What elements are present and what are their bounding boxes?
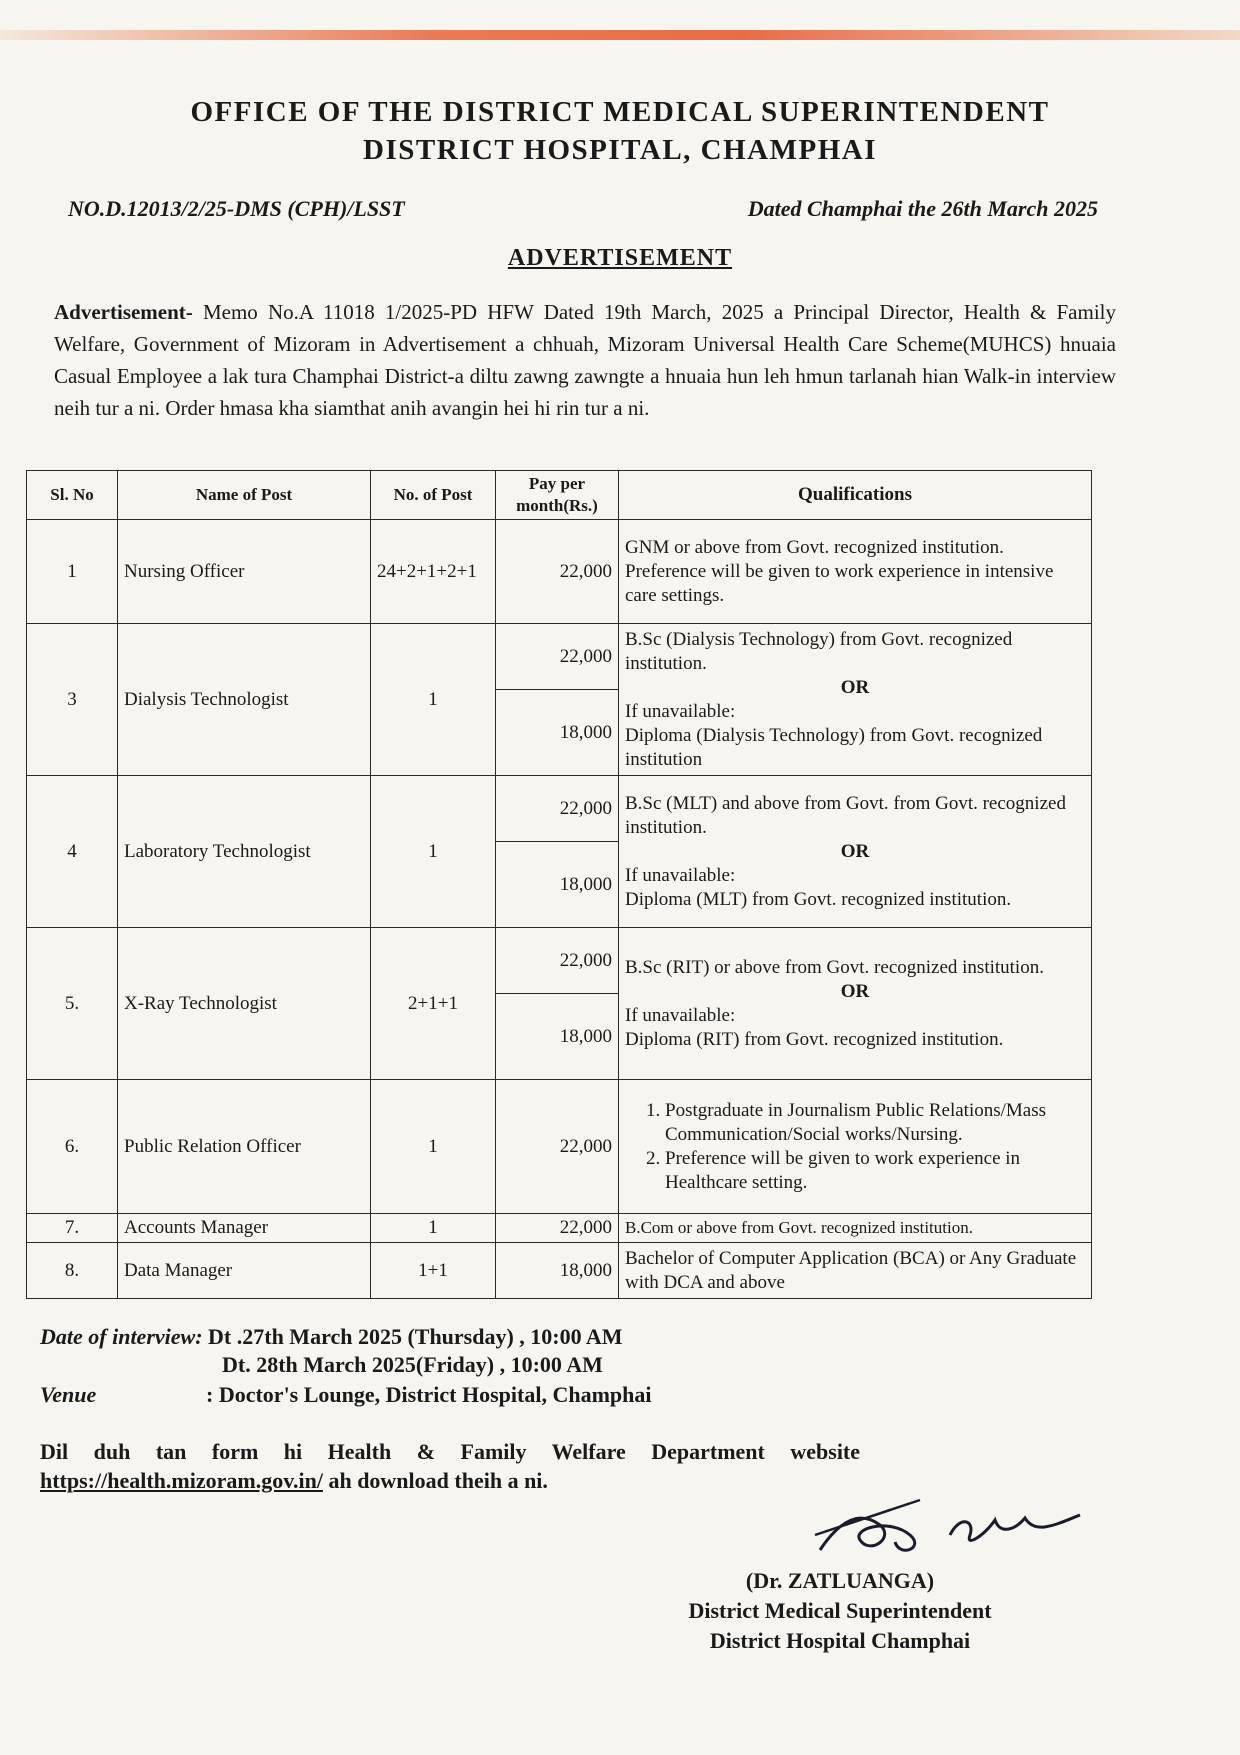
- office-header-line1: OFFICE OF THE DISTRICT MEDICAL SUPERINTENDENT: [190, 96, 1050, 128]
- table-row: [27, 624, 1092, 690]
- table-header-row: [27, 471, 1092, 520]
- table-row: [27, 1080, 1092, 1214]
- cell-no: 24+2+1+2+1: [371, 520, 496, 624]
- cell-name: Laboratory Technologist: [118, 776, 371, 928]
- download-suffix: ah download theih a ni.: [322, 1468, 548, 1493]
- signatory-designation: District Medical Superintendent: [688, 1598, 992, 1623]
- intro-paragraph: [54, 296, 1116, 424]
- cell-no: 2+1+1: [371, 928, 496, 1080]
- cell-pay: 22,000: [496, 928, 619, 994]
- dated-line: Dated Champhai the 26th March 2025: [747, 196, 1098, 221]
- cell-sl: 5.: [27, 928, 118, 1080]
- signatory-name: (Dr. ZATLUANGA): [745, 1568, 935, 1593]
- interview-label: Date of interview:: [40, 1324, 203, 1349]
- table-row: [27, 776, 1092, 842]
- qualification-item: 1. Postgraduate in Journalism Public Relations/Mass Communication/Social works/Nursing.: [665, 1099, 1085, 1147]
- download-note-line2: [40, 1468, 548, 1494]
- cell-name: Data Manager: [118, 1243, 371, 1299]
- qualification-line: Diploma (MLT) from Govt. recognized institution.: [625, 888, 1012, 910]
- header-qualifications: Qualifications: [619, 471, 1092, 520]
- advertisement-title: ADVERTISEMENT: [507, 245, 733, 271]
- cell-name: Dialysis Technologist: [118, 624, 371, 776]
- cell-pay: 22,000: [496, 624, 619, 690]
- header-no-of-post: No. of Post: [371, 471, 496, 520]
- table-row: [27, 928, 1092, 994]
- venue-value: : Doctor's Lounge, District Hospital, Champhai: [206, 1382, 652, 1407]
- signatory-office: District Hospital Champhai: [709, 1628, 971, 1653]
- cell-no: 1: [371, 1214, 496, 1243]
- qualification-line: If unavailable:: [625, 1004, 736, 1026]
- website-link[interactable]: https://health.mizoram.gov.in/: [40, 1468, 323, 1493]
- cell-name: Accounts Manager: [118, 1214, 371, 1243]
- reference-number: NO.D.12013/2/25-DMS (CPH)/LSST: [68, 196, 405, 221]
- table-row: [27, 1243, 1092, 1299]
- interview-date-2: Dt. 28th March 2025(Friday) , 10:00 AM: [222, 1352, 603, 1377]
- header-pay: Pay per month(Rs.): [496, 471, 619, 520]
- cell-pay: 22,000: [496, 1214, 619, 1243]
- cell-pay: 18,000: [496, 842, 619, 928]
- cell-sl: 8.: [27, 1243, 118, 1299]
- cell-pay: 22,000: [496, 776, 619, 842]
- header-name: Name of Post: [118, 471, 371, 520]
- cell-sl: 3: [27, 624, 118, 776]
- cell-qualification: [619, 1080, 1092, 1214]
- or-separator: OR: [840, 840, 870, 862]
- qualification-item: 2. Preference will be given to work experience in Healthcare setting.: [665, 1147, 1085, 1195]
- cell-qualification: [619, 520, 1092, 624]
- cell-sl: 7.: [27, 1214, 118, 1243]
- qualification-line: If unavailable:: [625, 864, 736, 886]
- intro-lead: Advertisement-: [54, 300, 193, 324]
- or-separator: OR: [840, 676, 870, 698]
- interview-date-line: [40, 1322, 623, 1352]
- office-header-line2: DISTRICT HOSPITAL, CHAMPHAI: [363, 134, 877, 166]
- cell-no: 1: [371, 1080, 496, 1214]
- signature-image: [800, 1480, 1100, 1570]
- interview-date-1: Dt .27th March 2025 (Thursday) , 10:00 AM: [208, 1324, 623, 1349]
- cell-no: 1: [371, 776, 496, 928]
- qualification-line: Preference will be given to work experience in intensive care settings.: [625, 560, 1054, 606]
- intro-text: Memo No.A 11018 1/2025-PD HFW Dated 19th March, 2025 a Principal Director, Health & Family Welfare, Government of Mizoram in Advertisement a chhuah, Mizoram Universal Health Care Scheme(MUHCS) hnuaia Casual Employee a lak tura Champhai District-a diltu zawng zawngte a hnuaia hun leh hmun tarlanah hian Walk-in interview neih tur a ni. Order hmasa kha siamthat anih avangin hei hi rin tur a ni.: [54, 300, 1117, 420]
- cell-sl: 6.: [27, 1080, 118, 1214]
- qualification-list: [625, 1099, 1085, 1195]
- cell-pay: 22,000: [496, 520, 619, 624]
- table-row: [27, 1214, 1092, 1243]
- or-separator: OR: [840, 980, 870, 1002]
- cell-pay: 22,000: [496, 1080, 619, 1214]
- qualification-line: If unavailable:: [625, 700, 736, 722]
- qualification-line: B.Sc (MLT) and above from Govt. from Govt. recognized institution.: [625, 792, 1066, 838]
- qualification-line: GNM or above from Govt. recognized institution.: [625, 536, 1004, 558]
- signatory-block: [620, 1566, 1060, 1656]
- cell-qualification: [619, 776, 1092, 928]
- cell-qualification: B.Com or above from Govt. recognized institution.: [619, 1214, 1092, 1243]
- cell-name: Public Relation Officer: [118, 1080, 371, 1214]
- qualification-line: Diploma (Dialysis Technology) from Govt. recognized institution: [625, 724, 1043, 770]
- table-row: [27, 520, 1092, 624]
- signature-date-text: 26/3/25: [950, 1540, 954, 1541]
- posts-table: [26, 470, 1092, 1299]
- cell-qualification: Bachelor of Computer Application (BCA) or Any Graduate with DCA and above: [619, 1243, 1092, 1299]
- qualification-line: B.Sc (RIT) or above from Govt. recognized institution.: [625, 956, 1044, 978]
- download-note: Dil duh tan form hi Health & Family Welfare Department website: [40, 1439, 861, 1464]
- cell-pay: 18,000: [496, 994, 619, 1080]
- cell-no: 1+1: [371, 1243, 496, 1299]
- cell-sl: 4: [27, 776, 118, 928]
- cell-qualification: [619, 928, 1092, 1080]
- cell-qualification: [619, 624, 1092, 776]
- cell-name: X-Ray Technologist: [118, 928, 371, 1080]
- qualification-line: Diploma (RIT) from Govt. recognized institution.: [625, 1028, 1004, 1050]
- venue-label: Venue: [40, 1382, 97, 1407]
- cell-sl: 1: [27, 520, 118, 624]
- cell-name: Nursing Officer: [118, 520, 371, 624]
- cell-pay: 18,000: [496, 1243, 619, 1299]
- cell-no: 1: [371, 624, 496, 776]
- qualification-line: B.Sc (Dialysis Technology) from Govt. recognized institution.: [625, 628, 1013, 674]
- cell-pay: 18,000: [496, 690, 619, 776]
- header-sl: Sl. No: [27, 471, 118, 520]
